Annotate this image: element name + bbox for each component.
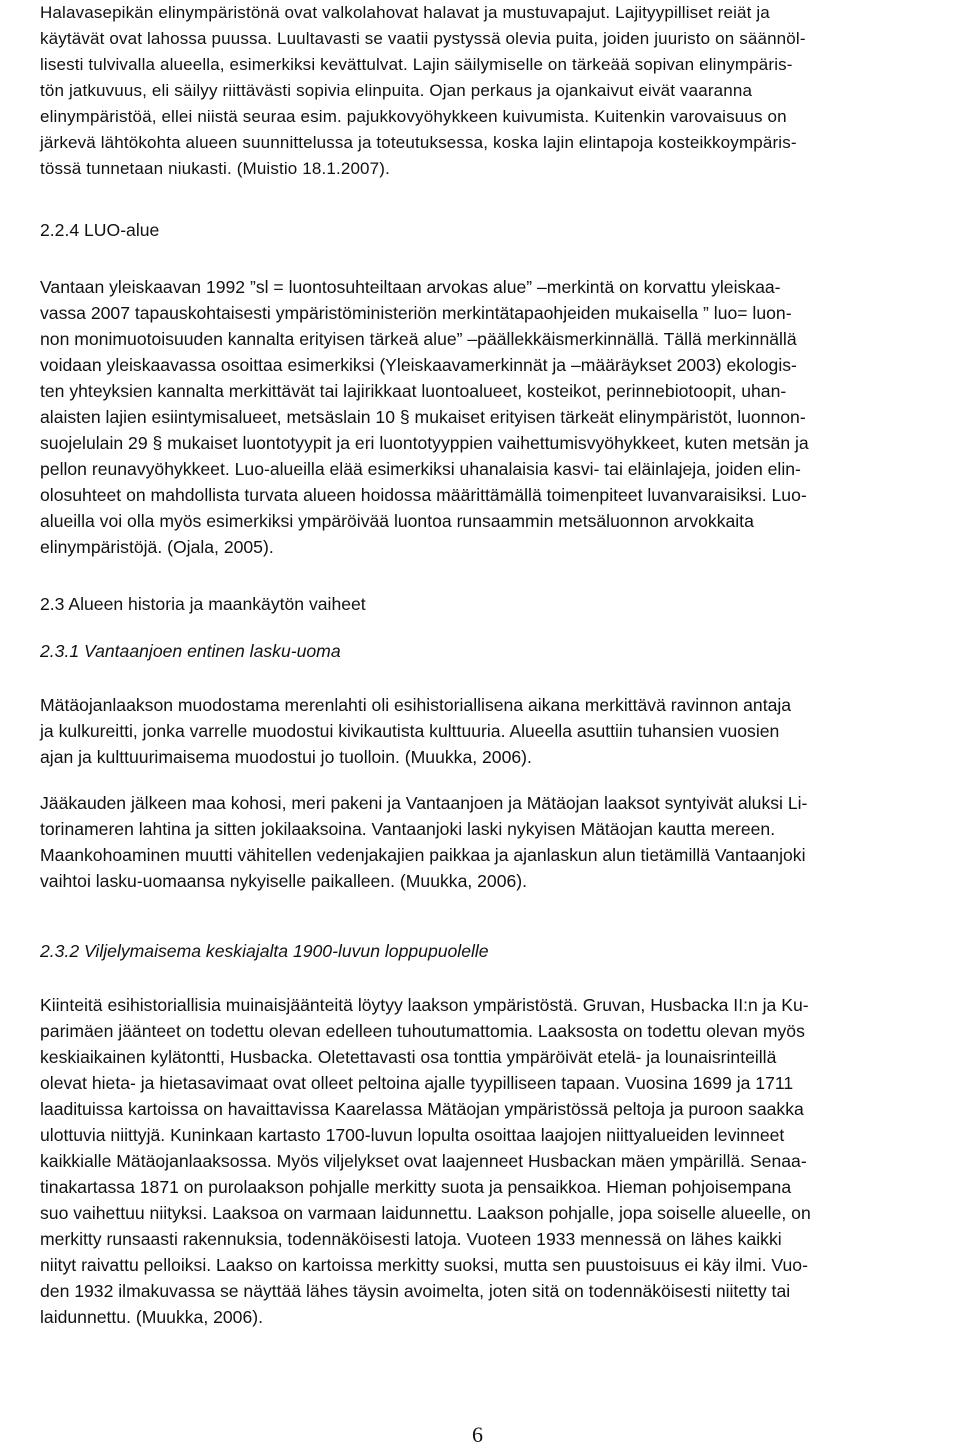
text-line: Vantaan yleiskaavan 1992 ”sl = luontosuhteiltaan arvokas alue” –merkintä on korvattu yleiskaa- xyxy=(40,277,781,297)
text-line: Maankohoaminen muutti vähitellen vedenjakajien paikkaa ja ajanlaskun alun tietämillä Vantaanjoki xyxy=(40,845,806,865)
text-line: elinympäristöjä. (Ojala, 2005). xyxy=(40,537,274,557)
text-line: den 1932 ilmakuvassa se näyttää lähes täysin avoimelta, joten sitä on todennäköisesti niitetty tai xyxy=(40,1281,791,1301)
text-line: laadituissa kartoissa on havaittavissa Kaarelassa Mätäojan ympäristössä peltoja ja puroon saakka xyxy=(40,1099,804,1119)
text-line: merkitty runsaasti rakennuksia, todennäköisesti latoja. Vuoteen 1933 mennessä on lähes kaikki xyxy=(40,1229,782,1249)
text-line: vassa 2007 tapauskohtaisesti ympäristöministeriön merkintätapaohjeiden mukaisella ” luo= luon- xyxy=(40,303,792,323)
text-line: ja kulkureitti, jonka varrelle muodostui kivikautista kulttuuria. Alueella asuttiin tuhansien vuosien xyxy=(40,721,780,741)
text-line: keskiaikainen kylätontti, Husbacka. Oletettavasti osa tonttia ympäröivät etelä- ja lounaisrinteillä xyxy=(40,1047,777,1067)
text-line: elinympäristöä, ellei niistä seuraa esim. pajukkovyöhykkeen kuivumista. Kuitenkin varovaisuus on xyxy=(40,107,787,126)
text-line: olosuhteet on mahdollista turvata alueen hoidossa määrittämällä toimenpiteet luvanvaraisiksi. Luo- xyxy=(40,485,807,505)
text-line: tössä tunnetaan niukasti. (Muistio 18.1.2007). xyxy=(40,159,390,178)
section-heading-lasku-uoma: 2.3.1 Vantaanjoen entinen lasku-uoma xyxy=(40,641,341,661)
paragraph-luo-alue xyxy=(40,274,920,560)
section-heading-luo-alue: 2.2.4 LUO-alue xyxy=(40,220,160,240)
text-line: torinameren lahtina ja sitten jokilaaksoina. Vantaanjoki laski nykyisen Mätäojan kautta mereen. xyxy=(40,819,776,839)
text-line: alueilla voi olla myös esimerkiksi ympäröivää luontoa runsaammin metsäluonnon arvokkaita xyxy=(40,511,754,531)
text-line: alaisten lajien esiintymisalueet, metsäslain 10 § mukaiset erityisen tärkeät elinympäristöt, luonnon- xyxy=(40,407,806,427)
text-line: Mätäojanlaakson muodostama merenlahti oli esihistoriallisena aikana merkittävä ravinnon antaja xyxy=(40,695,792,715)
text-line: olevat hieta- ja hietasavimaat ovat olleet peltoina ajalle tyypilliseen tapaan. Vuosina 1699 ja 1711 xyxy=(40,1073,794,1093)
text-line: ten yhteyksien kannalta merkittävät tai lajirikkaat luontoalueet, kosteikot, perinnebiotoopit, uhan- xyxy=(40,381,787,401)
text-line: Jääkauden jälkeen maa kohosi, meri pakeni ja Vantaanjoen ja Mätäojan laaksot syntyivät aluksi Li- xyxy=(40,793,808,813)
text-line: järkevä lähtökohta alueen suunnittelussa ja toteutuksessa, koska lajin elintapoja kosteikkoympäris- xyxy=(40,133,797,152)
text-line: Kiinteitä esihistoriallisia muinaisjäänteitä löytyy laakson ympäristöstä. Gruvan, Husbacka II:n ja Ku- xyxy=(40,995,809,1015)
text-line: laidunnettu. (Muukka, 2006). xyxy=(40,1307,263,1327)
page-number: 6 xyxy=(472,1422,483,1447)
text-line: vaihtoi lasku-uomaansa nykyiselle paikalleen. (Muukka, 2006). xyxy=(40,871,528,891)
text-line: voidaan yleiskaavassa osoittaa esimerkiksi (Yleiskaavamerkinnät ja –määräykset 2003) ekologis- xyxy=(40,355,797,375)
text-line: parimäen jäänteet on todettu olevan edelleen tuhoutumattomia. Laaksosta on todettu olevan myös xyxy=(40,1021,805,1041)
text-line: tön jatkuvuus, eli säilyy riittävästi sopivia elinpuita. Ojan perkaus ja ojankaivut eivät vaaranna xyxy=(40,81,753,100)
text-line: lisesti tulvivalla alueella, esimerkiksi kevättulvat. Lajin säilymiselle on tärkeää sopivan elinympäris- xyxy=(40,55,793,74)
text-line: tinakartassa 1871 on purolaakson pohjalle merkitty suota ja pensaikkoa. Hieman pohjoisempana xyxy=(40,1177,792,1197)
text-line: kaikkialle Mätäojanlaaksossa. Myös viljelykset ovat laajenneet Husbackan mäen ympärillä. Senaa- xyxy=(40,1151,807,1171)
text-line: Halavasepikän elinympäristönä ovat valkolahovat halavat ja mustuvapajut. Lajityypilliset reiät ja xyxy=(40,3,770,22)
text-line: non monimuotoisuuden kannalta erityisen tärkeä alue” –päällekkäismerkinnällä. Tällä merkinnällä xyxy=(40,329,797,349)
text-line: ulottuvia niittyjä. Kuninkaan kartasto 1700-luvun lopulta osoittaa laajojen niittyalueiden levinneet xyxy=(40,1125,785,1145)
text-line: käytävät ovat lahossa puussa. Luultavasti se vaatii pystyssä olevia puita, joiden juuristo on säännöl- xyxy=(40,29,806,48)
text-line: suo vaihettuu niityksi. Laaksoa on varmaan laidunnettu. Laakson pohjalle, jopa soiselle alueelle, on xyxy=(40,1203,811,1223)
text-line: niityt raivattu pelloiksi. Laakso on kartoissa merkitty suoksi, mutta sen puustoisuus ei käy ilmi. Vuo- xyxy=(40,1255,808,1275)
paragraph-jaakausi xyxy=(40,790,920,894)
paragraph-matajanlaakso xyxy=(40,692,920,770)
text-line: pellon reunavyöhykkeet. Luo-alueilla elää esimerkiksi uhanalaisia kasvi- tai eläinlajeja, joiden elin- xyxy=(40,459,801,479)
text-line: suojelulain 29 § mukaiset luontotyypit ja eri luontotyyppien vaihettumisvyöhykkeet, kuten metsän ja xyxy=(40,433,809,453)
paragraph-halavasepikka xyxy=(40,0,920,182)
text-line: ajan ja kulttuurimaisema muodostui jo tuolloin. (Muukka, 2006). xyxy=(40,747,532,767)
section-heading-viljelymaisema: 2.3.2 Viljelymaisema keskiajalta 1900-luvun loppupuolelle xyxy=(40,941,489,961)
section-heading-historia: 2.3 Alueen historia ja maankäytön vaiheet xyxy=(40,594,366,614)
paragraph-viljelymaisema xyxy=(40,992,920,1330)
